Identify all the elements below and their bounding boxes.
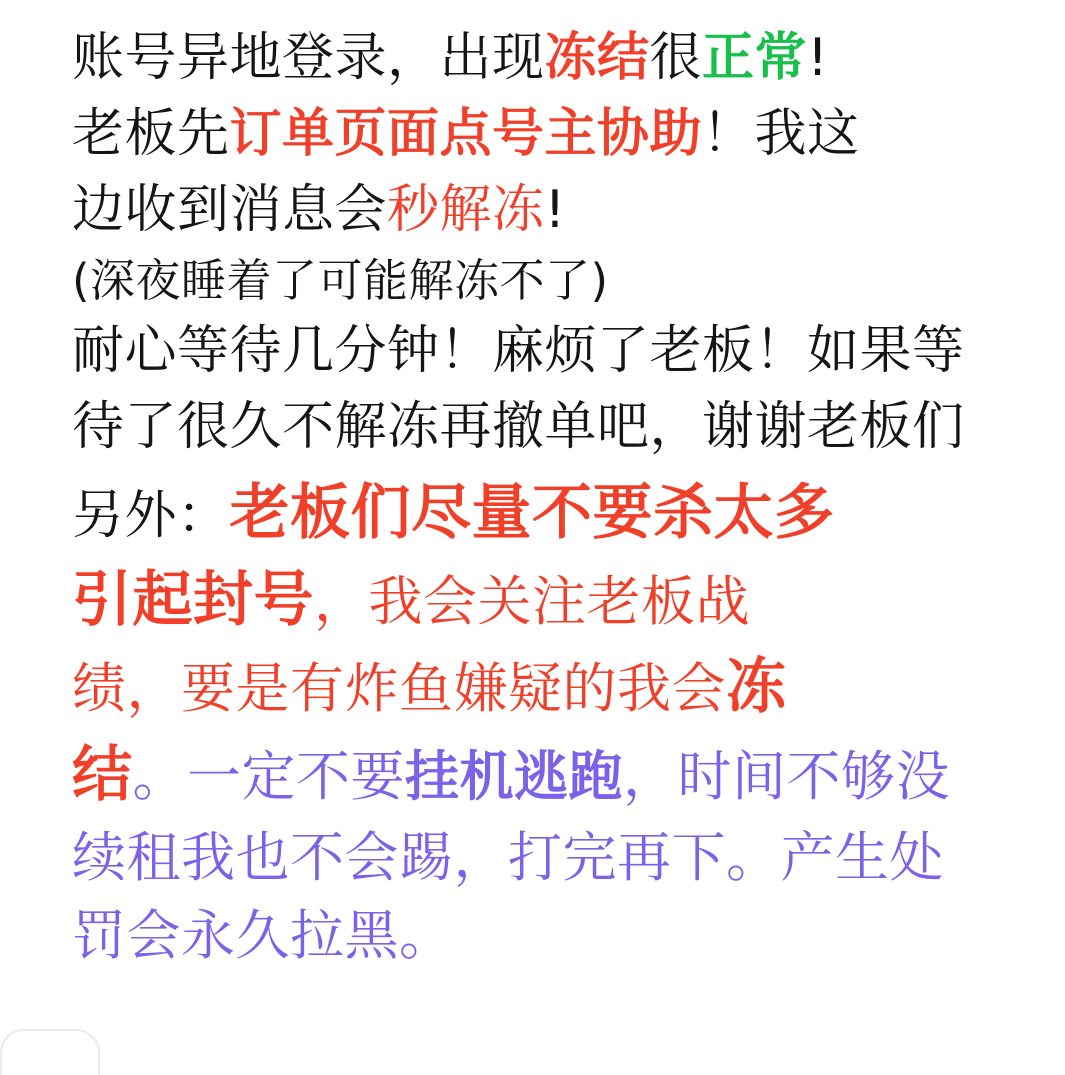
line11-seg1: 续租我也不会踢，打完再下。产生处 <box>72 825 944 889</box>
notice-line-1 <box>72 22 1022 96</box>
notice-line-11 <box>72 820 1022 897</box>
line12-seg1: 罚会永久拉黑。 <box>72 904 454 968</box>
line2-highlight-order-page: 订单页面点号主协助 <box>229 103 703 164</box>
notice-text-block <box>72 22 1022 977</box>
line9-seg1: 绩，要是有炸鱼嫌疑的我会 <box>72 657 726 721</box>
notice-line-4 <box>72 249 1022 313</box>
notice-line-9 <box>72 645 1022 730</box>
line2-seg1: 老板先 <box>72 103 230 164</box>
line1-seg1: 账号异地登录，出现 <box>72 28 545 88</box>
line10-highlight-freeze-end: 结 <box>72 739 133 810</box>
line8-warning-ban: 引起封号 <box>72 565 314 636</box>
line1-seg3: 很 <box>649 28 703 88</box>
line8-seg2: ，我会关注老板战 <box>314 570 750 634</box>
line10-seg2: 。一定不要 <box>132 744 405 808</box>
notice-line-2 <box>72 98 1022 172</box>
line1-highlight-frozen: 冻结 <box>544 28 650 88</box>
notice-line-7 <box>72 471 1022 556</box>
line9-highlight-freeze: 冻 <box>726 652 787 723</box>
line2-seg3: ！我这 <box>702 103 860 164</box>
line10-highlight-afk-escape: 挂机逃跑 <box>405 744 623 808</box>
bottom-left-card-corner <box>0 1029 100 1075</box>
line7-warning-kill-limit: 老板们尽量不要杀太多 <box>229 478 835 549</box>
notice-line-12 <box>72 898 1022 975</box>
notice-line-3 <box>72 174 1022 248</box>
notice-line-5 <box>72 315 1022 389</box>
line6-seg1: 待了很久不解冻再撤单吧，谢谢老板们 <box>72 397 965 458</box>
line5-seg1: 耐心等待几分钟！麻烦了老板！如果等 <box>72 321 965 382</box>
line3-seg3: ! <box>544 179 566 240</box>
line7-prefix: 另外： <box>72 486 230 547</box>
line10-seg4: ，时间不够没 <box>623 744 950 808</box>
line1-highlight-normal: 正常 <box>702 28 808 88</box>
line3-highlight-instant-unfreeze: 秒解冻 <box>387 179 545 240</box>
notice-line-8 <box>72 558 1022 643</box>
line1-seg5: ! <box>807 28 829 88</box>
line3-seg1: 边收到消息会 <box>72 179 388 240</box>
notice-line-6 <box>72 391 1022 465</box>
notice-line-10 <box>72 733 1022 818</box>
line4-parenthetical: (深夜睡着了可能解冻不了) <box>72 254 609 308</box>
